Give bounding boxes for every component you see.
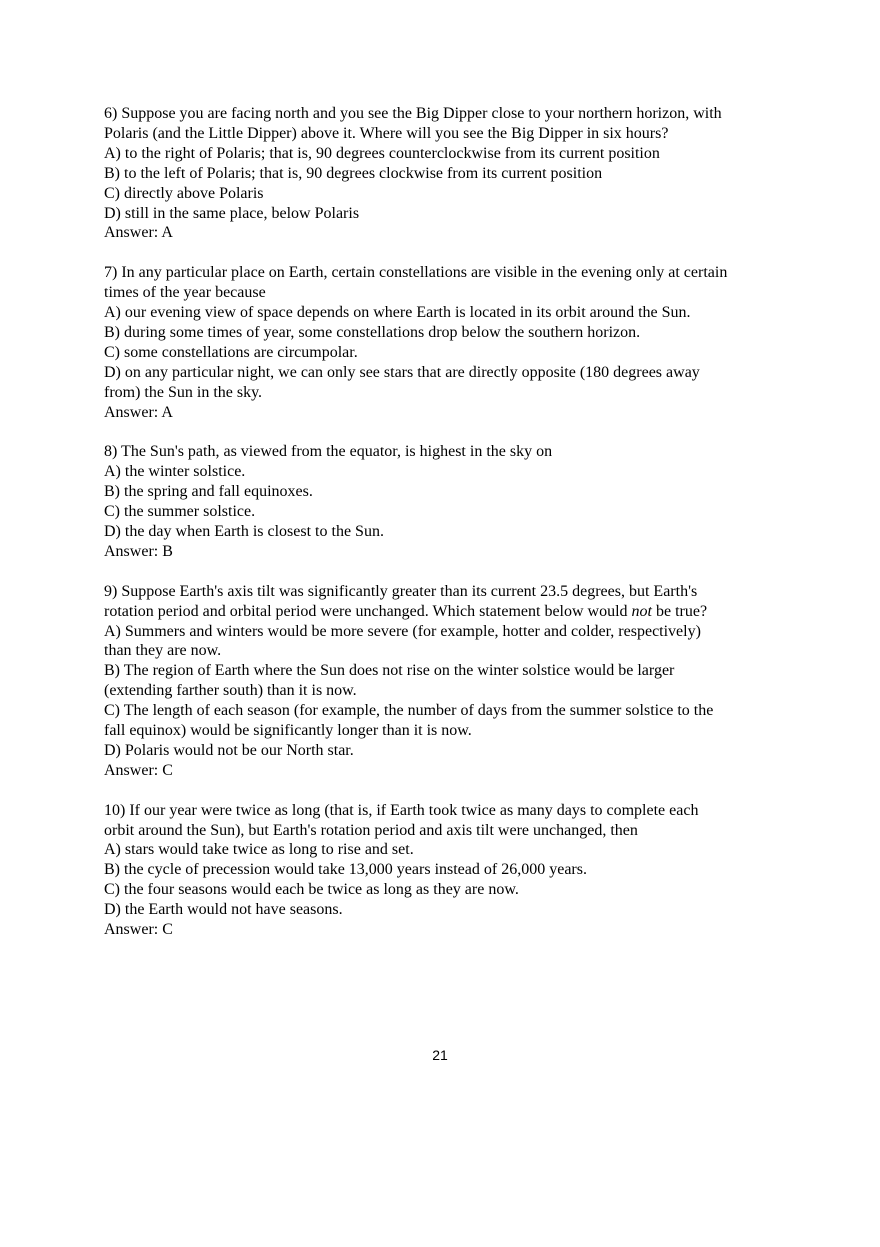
answer-key: Answer: C [104,761,173,779]
question-7 [104,263,784,422]
question-9 [104,582,784,781]
answer-option-a: A) to the right of Polaris; that is, 90 degrees counterclockwise from its current position [104,144,660,162]
answer-key: Answer: C [104,921,173,939]
answer-option-d: D) the day when Earth is closest to the Sun. [104,523,384,540]
answer-option-c: C) directly above Polaris [104,184,264,202]
question-stem-text: be true? [652,602,708,620]
question-stem: orbit around the Sun), but Earth's rotation period and axis tilt were unchanged, then [104,821,638,839]
answer-option-b: B) during some times of year, some constellations drop below the southern horizon. [104,323,641,341]
emphasis-not: not [631,602,652,620]
question-6 [104,104,784,243]
answer-key: Answer: B [104,542,173,560]
answer-option-c: C) the four seasons would each be twice as long as they are now. [104,881,519,899]
answer-option-a: A) the winter solstice. [104,463,246,481]
question-stem: 8) The Sun's path, as viewed from the equator, is highest in the sky on [104,443,553,461]
answer-option-c-continued: fall equinox) would be significantly longer than it is now. [104,722,472,740]
question-stem: 7) In any particular place on Earth, certain constellations are visible in the evening only at certain [104,264,728,282]
answer-option-a-continued: than they are now. [104,642,222,660]
answer-option-b-continued: (extending farther south) than it is now. [104,682,357,700]
answer-option-d-continued: from) the Sun in the sky. [104,383,263,401]
question-stem-text: rotation period and orbital period were unchanged. Which statement below would [104,602,632,620]
question-stem [104,602,784,622]
page-number: 21 [432,1047,448,1063]
answer-option-a: A) our evening view of space depends on where Earth is located in its orbit around the Sun. [104,304,691,322]
answer-option-b: B) The region of Earth where the Sun does not rise on the winter solstice would be larger [104,662,675,680]
question-stem: 10) If our year were twice as long (that is, if Earth took twice as many days to complete each [104,801,699,819]
answer-option-b: B) the cycle of precession would take 13,000 years instead of 26,000 years. [104,861,587,879]
answer-option-c: C) the summer solstice. [104,503,256,521]
answer-option-d: D) still in the same place, below Polaris [104,204,360,222]
answer-option-c: C) some constellations are circumpolar. [104,343,358,361]
question-10 [104,801,784,940]
answer-option-d: D) on any particular night, we can only see stars that are directly opposite (180 degrees away [104,363,700,381]
answer-option-a: A) stars would take twice as long to rise and set. [104,841,414,859]
answer-option-c: C) The length of each season (for example, the number of days from the summer solstice to the [104,702,714,720]
page-content [104,104,784,960]
question-stem: Polaris (and the Little Dipper) above it. Where will you see the Big Dipper in six hours? [104,124,669,142]
answer-key: Answer: A [104,224,173,242]
question-stem: 6) Suppose you are facing north and you see the Big Dipper close to your northern horizon, with [104,105,722,122]
answer-option-b: B) to the left of Polaris; that is, 90 degrees clockwise from its current position [104,164,603,182]
answer-option-b: B) the spring and fall equinoxes. [104,483,313,501]
answer-option-d: D) the Earth would not have seasons. [104,901,343,919]
answer-key: Answer: A [104,403,173,421]
question-stem: times of the year because [104,284,266,302]
question-8 [104,442,784,561]
answer-option-d: D) Polaris would not be our North star. [104,741,354,759]
answer-option-a: A) Summers and winters would be more severe (for example, hotter and colder, respectively) [104,622,701,640]
question-stem: 9) Suppose Earth's axis tilt was significantly greater than its current 23.5 degrees, but Earth's [104,582,698,600]
